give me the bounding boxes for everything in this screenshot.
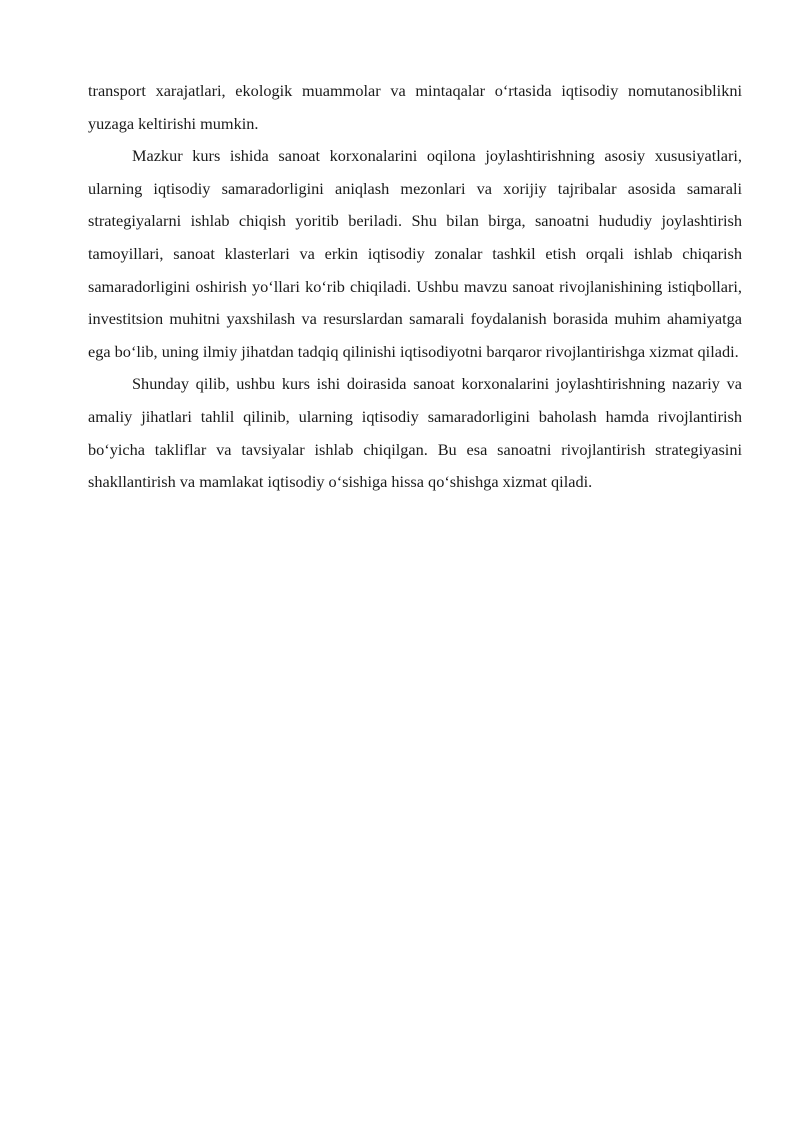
paragraph-conclusion: Shunday qilib, ushbu kurs ishi doirasida sanoat korxonalarini joylashtirishning nazariy va amaliy jihatlari tahlil qilinib, ularning iqtisodiy samaradorligini baholash hamda rivojlantirish boʻyicha takliflar va tavsiyalar ishlab chiqilgan. Bu esa sanoatni rivojlantirish strategiyasini shakllantirish va mamlakat iqtisodiy oʻsishiga hissa qoʻshishga xizmat qiladi. (88, 374, 742, 492)
paragraph-course-work-scope: Mazkur kurs ishida sanoat korxonalarini oqilona joylashtirishning asosiy xususiyatlari, ularning iqtisodiy samaradorligini aniqlash mezonlari va xorijiy tajribalar asosida samarali strategiyalarni ishlab chiqish yoritib beriladi. Shu bilan birga, sanoatni hududiy joylashtirish tamoyillari, sanoat klasterlari va erkin iqtisodiy zonalar tashkil etish orqali ishlab chiqarish samaradorligini oshirish yoʻllari koʻrib chiqiladi. Ushbu mavzu sanoat rivojlanishining istiqbollari, investitsion muhitni yaxshilash va resurslardan samarali foydalanish borasida muhim ahamiyatga ega boʻlib, uning ilmiy jihatdan tadqiq qilinishi iqtisodiyotni barqaror rivojlantirishga xizmat qiladi. (88, 146, 742, 361)
document-page (88, 75, 742, 499)
paragraph-continuation: transport xarajatlari, ekologik muammolar va mintaqalar oʻrtasida iqtisodiy nomutanosiblikni yuzaga keltirishi mumkin. (88, 81, 742, 133)
